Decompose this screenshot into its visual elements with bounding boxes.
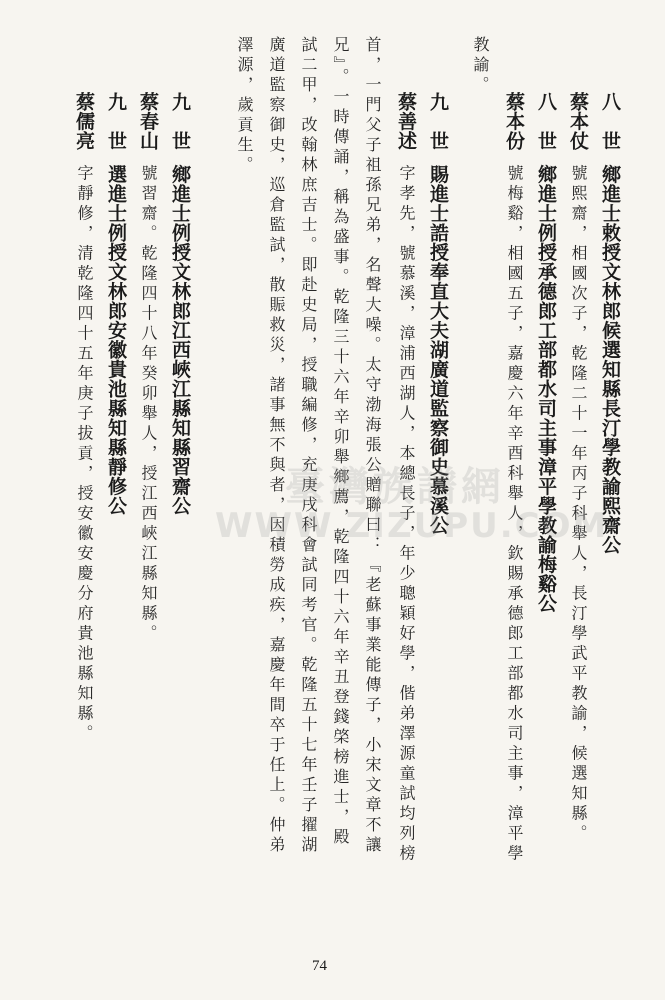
person-name: 蔡善述: [395, 92, 417, 151]
text-column: [364, 36, 380, 856]
page-number: 74: [312, 958, 327, 974]
text-column: [268, 36, 284, 856]
biography-text: 號熙齋，相國次子，乾隆二十一年丙子科舉人，長汀學武平教諭，候選知縣。: [569, 164, 588, 845]
text-column: [568, 92, 587, 845]
generation-label: 九 世: [169, 92, 191, 151]
text-column: [106, 92, 125, 516]
biography-text: 字靜修，清乾隆四十五年庚子拔貢，授安徽安慶分府貴池縣知縣。: [75, 164, 94, 745]
generation-label: 八 世: [599, 92, 621, 151]
biography-text: 首，一門父子祖孫兄弟，名聲大噪。太守渤海張公贈聯曰：『老蘇事業能傳子，小宋文章不讓: [363, 36, 382, 856]
watermark-url: WWW.ZIZUPU.COM: [215, 506, 609, 546]
text-column: [170, 92, 189, 516]
text-column: [138, 92, 157, 645]
text-column: [600, 92, 619, 555]
biography-text: 字孝先，號慕溪，漳浦西湖人，本總長子，年少聰穎好學，偕弟澤源童試均列榜: [397, 164, 416, 865]
official-title: 鄉進士敕授文林郎候選知縣長汀學教諭熙齋公: [599, 164, 621, 555]
biography-text: 號梅谿，相國五子，嘉慶六年辛酉科舉人，欽賜承德郎工部都水司主事，漳平學: [505, 164, 524, 865]
text-column: [396, 92, 415, 865]
text-column: [504, 92, 523, 865]
generation-label: 八 世: [535, 92, 557, 151]
text-column: [236, 36, 252, 176]
text-column: [332, 36, 348, 848]
official-title: 選進士例授文林郎安徽貴池縣知縣靜修公: [105, 164, 127, 516]
biography-text: 試二甲，改翰林庶吉士。即赴史局，授職編修，充庚戌科會試同考官。乾隆五十七年壬子擢湖: [299, 36, 318, 856]
official-title: 鄉進士例授文林郎江西峽江縣知縣習齋公: [169, 164, 191, 516]
person-name: 蔡本份: [503, 92, 525, 151]
watermark-chinese: 臺灣族譜網: [285, 464, 505, 510]
text-column: [300, 36, 316, 856]
person-name: 蔡儒亮: [73, 92, 95, 151]
text-column: [472, 36, 488, 96]
text-column: [536, 92, 555, 613]
biography-text: 廣道監察御史，巡倉監試，散賑救災，諸事無不與者，因積勞成疾，嘉慶年間卒于任上。仲弟: [267, 36, 286, 856]
official-title: 賜進士誥授奉直大夫湖廣道監察御史慕溪公: [427, 164, 449, 535]
text-column: [74, 92, 93, 745]
official-title: 鄉進士例授承德郎工部都水司主事漳平學教諭梅谿公: [535, 164, 557, 613]
biography-text: 兄』。一時傳誦，稱為盛事。乾隆三十六年辛卯舉鄉薦，乾隆四十六年辛丑登錢棨榜進士，殿: [331, 36, 350, 848]
biography-text: 教諭。: [471, 36, 490, 96]
generation-label: 九 世: [427, 92, 449, 151]
person-name: 蔡春山: [137, 92, 159, 151]
person-name: 蔡本仗: [567, 92, 589, 151]
text-column: [428, 92, 447, 535]
biography-text: 號習齋。乾隆四十八年癸卯舉人，授江西峽江縣知縣。: [139, 164, 158, 645]
biography-text: 澤源，歲貢生。: [235, 36, 254, 176]
generation-label: 九 世: [105, 92, 127, 151]
